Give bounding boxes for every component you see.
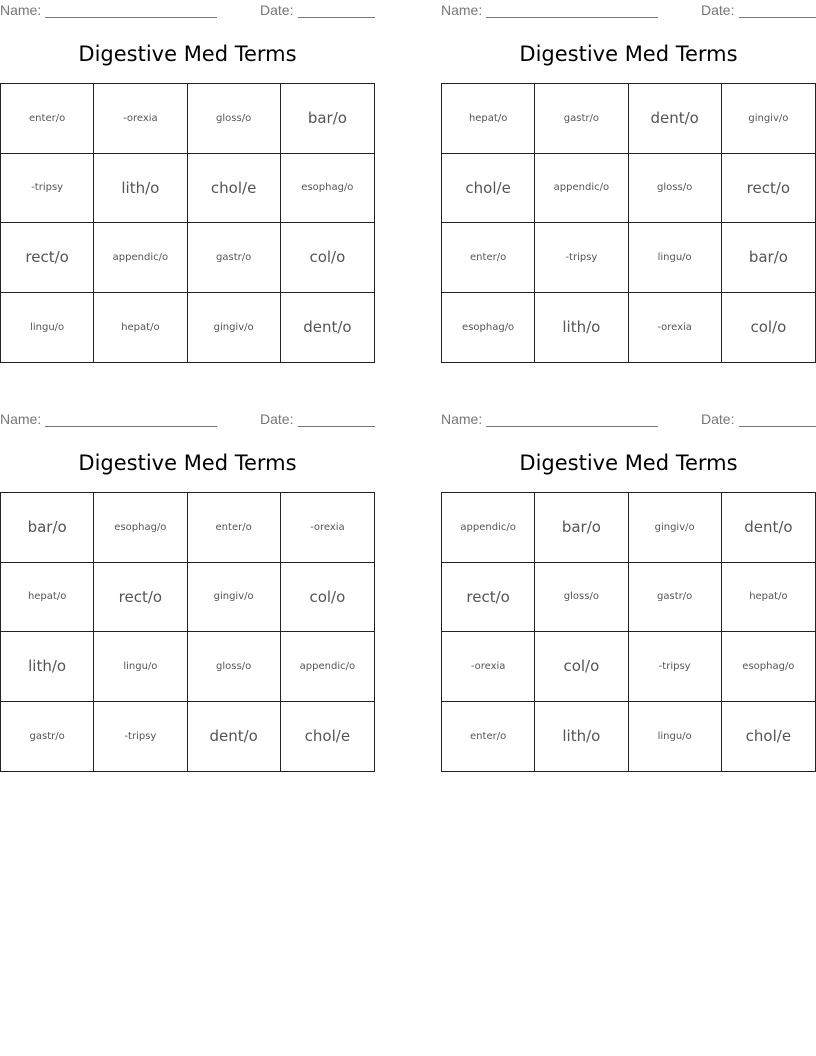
bingo-cell: -tripsy (629, 632, 722, 702)
bingo-cell: gastr/o (629, 563, 722, 633)
date-line[interactable] (298, 17, 375, 18)
date-label: Date: (260, 411, 294, 427)
bingo-cell: dent/o (188, 702, 281, 772)
date-label: Date: (260, 2, 294, 18)
card-title: Digestive Med Terms (78, 42, 297, 66)
date-line[interactable] (298, 426, 375, 427)
bingo-cell: rect/o (1, 223, 94, 293)
bingo-cell: enter/o (442, 223, 535, 293)
card-title: Digestive Med Terms (519, 42, 738, 66)
bingo-cell: chol/e (442, 154, 535, 224)
bingo-cell: rect/o (94, 563, 187, 633)
name-label: Name: (0, 411, 42, 427)
bingo-grid (441, 83, 816, 363)
bingo-cell: hepat/o (94, 293, 187, 363)
bingo-cell: gingiv/o (188, 563, 281, 633)
bingo-cell: bar/o (535, 493, 628, 563)
bingo-cell: chol/e (304, 727, 351, 746)
bingo-cell: -orexia (442, 632, 535, 702)
bingo-cell: hepat/o (722, 563, 815, 633)
bingo-cell: -tripsy (94, 702, 187, 772)
bingo-cell: appendic/o (442, 493, 535, 563)
name-label: Name: (441, 2, 483, 18)
date-line[interactable] (739, 17, 816, 18)
bingo-cell: gastr/o (535, 84, 628, 154)
name-line[interactable] (45, 426, 217, 427)
bingo-cell: col/o (281, 223, 374, 293)
bingo-cell: lingu/o (94, 632, 187, 702)
bingo-cell: gastr/o (1, 702, 94, 772)
bingo-cell: lingu/o (629, 702, 722, 772)
bingo-cell: bar/o (1, 493, 94, 563)
bingo-cell: lingu/o (1, 293, 94, 363)
bingo-cell: rect/o (722, 154, 815, 224)
bingo-cell: col/o (535, 632, 628, 702)
card-title: Digestive Med Terms (78, 451, 297, 475)
name-label: Name: (0, 2, 42, 18)
name-line[interactable] (486, 426, 658, 427)
bingo-grid (0, 83, 375, 363)
bingo-cell: gloss/o (535, 563, 628, 633)
bingo-cell: enter/o (1, 84, 94, 154)
bingo-cell: chol/e (188, 154, 281, 224)
bingo-cell: dent/o (629, 84, 722, 154)
name-line[interactable] (486, 17, 658, 18)
bingo-grid (441, 492, 816, 772)
bingo-cell: -tripsy (535, 223, 628, 293)
bingo-cell: enter/o (188, 493, 281, 563)
name-date-row (441, 411, 816, 429)
bingo-cell: lith/o (535, 702, 628, 772)
name-date-row (441, 2, 816, 20)
bingo-cell: gloss/o (629, 154, 722, 224)
bingo-cell: appendic/o (94, 223, 187, 293)
bingo-cell: esophag/o (94, 493, 187, 563)
bingo-cell: gingiv/o (188, 293, 281, 363)
bingo-cell: bar/o (722, 223, 815, 293)
bingo-cell: appendic/o (535, 154, 628, 224)
bingo-cell: appendic/o (281, 632, 374, 702)
bingo-cell: chol/e (745, 727, 792, 746)
date-label: Date: (701, 411, 735, 427)
bingo-cell: gingiv/o (629, 493, 722, 563)
bingo-cell: esophag/o (442, 293, 535, 363)
bingo-cell: bar/o (281, 84, 374, 154)
bingo-cell: -orexia (629, 293, 722, 363)
bingo-cell: hepat/o (442, 84, 535, 154)
date-line[interactable] (739, 426, 816, 427)
bingo-cell: hepat/o (1, 563, 94, 633)
bingo-cell: lith/o (94, 154, 187, 224)
bingo-cell: lith/o (1, 632, 94, 702)
bingo-cell: lingu/o (629, 223, 722, 293)
bingo-cell: col/o (750, 318, 787, 337)
bingo-cell: esophag/o (722, 632, 815, 702)
bingo-cell: -orexia (281, 493, 374, 563)
bingo-cell: rect/o (442, 563, 535, 633)
name-line[interactable] (45, 17, 217, 18)
bingo-cell: -orexia (94, 84, 187, 154)
bingo-cell: gloss/o (188, 632, 281, 702)
date-label: Date: (701, 2, 735, 18)
bingo-cell: dent/o (303, 318, 352, 337)
name-date-row (0, 2, 375, 20)
bingo-cell: lith/o (535, 293, 628, 363)
bingo-cell: esophag/o (281, 154, 374, 224)
bingo-cell: -tripsy (1, 154, 94, 224)
name-date-row (0, 411, 375, 429)
bingo-cell: gingiv/o (722, 84, 815, 154)
bingo-cell: gloss/o (188, 84, 281, 154)
name-label: Name: (441, 411, 483, 427)
bingo-grid (0, 492, 375, 772)
bingo-cell: col/o (281, 563, 374, 633)
bingo-cell: enter/o (442, 702, 535, 772)
bingo-cell: dent/o (722, 493, 815, 563)
card-title: Digestive Med Terms (519, 451, 738, 475)
bingo-cell: gastr/o (188, 223, 281, 293)
